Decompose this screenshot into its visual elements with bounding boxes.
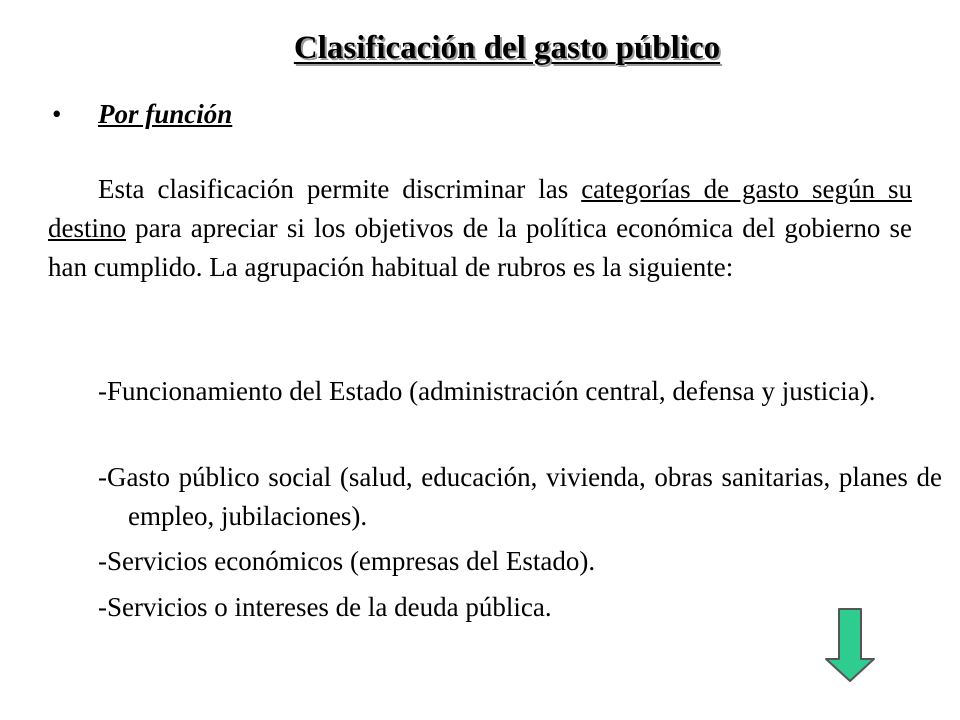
list-item-gasto-social: -Gasto público social (salud, educación, vivienda, obras sanitarias, planes de empleo, jubilaciones). xyxy=(98,462,942,531)
section-heading: Por función xyxy=(98,99,233,129)
down-arrow-shape[interactable] xyxy=(826,609,874,681)
down-arrow-icon[interactable] xyxy=(824,607,876,683)
paragraph-underlined-text: categorías de gasto según su destino xyxy=(48,174,912,243)
description-paragraph xyxy=(48,170,912,287)
list-item-deuda-publica: -Servicios o intereses de la deuda pública. xyxy=(98,592,552,622)
slide-title: Clasificación del gasto público xyxy=(293,30,721,66)
paragraph-text-end: para apreciar si los objetivos de la política económica del gobierno se han cumplido. La agrupación habitual de rubros es la siguiente: xyxy=(48,213,912,282)
paragraph-text-start: Esta clasificación permite discriminar las xyxy=(98,174,582,204)
list-item-funcionamiento: -Funcionamiento del Estado (administración central, defensa y justicia). xyxy=(98,376,876,406)
bullet-icon: • xyxy=(52,99,62,129)
list-item-servicios-economicos: -Servicios económicos (empresas del Estado). xyxy=(98,546,596,576)
